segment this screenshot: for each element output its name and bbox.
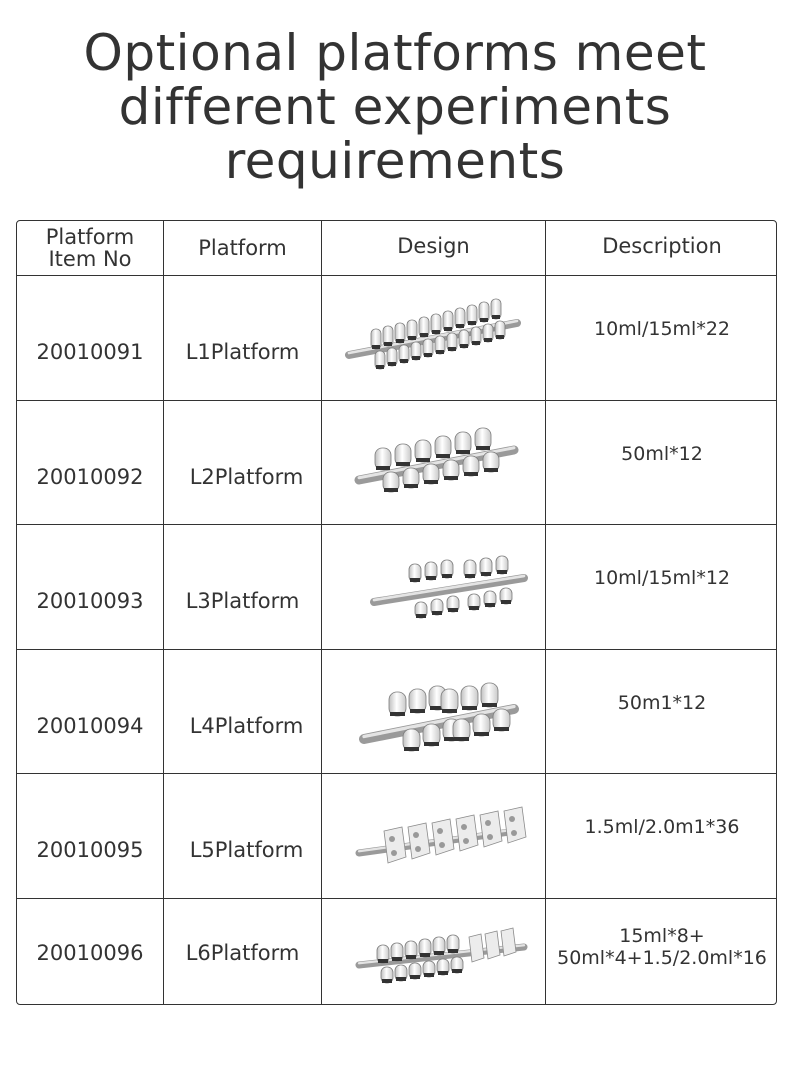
item-no-cell: 20010091 <box>36 340 144 364</box>
platform-rack-illustration <box>329 657 539 767</box>
header-item-no: Platform Item No <box>45 225 135 271</box>
l6-platform-rack-icon <box>322 899 545 1005</box>
description-cell <box>546 401 777 524</box>
platform-cell: L5Platform <box>189 838 304 862</box>
description-line-1: 10ml/15ml*12 <box>593 567 730 589</box>
description-cell <box>546 774 777 898</box>
description-cell <box>546 276 777 400</box>
header-platform: Platform <box>198 236 287 260</box>
title-line-1: Optional platforms meet <box>83 24 707 82</box>
item-no-cell: 20010096 <box>36 940 144 965</box>
description-line-1: 15ml*8+ <box>619 925 705 947</box>
title-line-3: requirements <box>224 132 566 190</box>
platform-cell: L1Platform <box>185 340 300 364</box>
page-title <box>0 26 790 188</box>
description-line-1: 50m1*12 <box>617 692 707 714</box>
item-no-cell: 20010094 <box>36 713 144 738</box>
platform-table <box>16 220 777 1005</box>
platform-cell: L2Platform <box>189 464 304 489</box>
platform-rack-illustration <box>329 781 539 891</box>
l2-platform-rack-icon <box>322 401 545 524</box>
description-cell <box>546 525 777 649</box>
platform-cell: L6Platform <box>185 940 300 965</box>
platform-cell: L3Platform <box>185 589 300 613</box>
platform-rack-illustration <box>329 532 539 642</box>
l5-platform-rack-icon <box>322 774 545 898</box>
description-line-1: 10ml/15ml*22 <box>593 318 730 340</box>
description-cell <box>546 899 777 1005</box>
platform-rack-illustration <box>329 283 539 393</box>
l3-platform-rack-icon <box>322 525 545 649</box>
description-line-2: 50ml*4+1.5/2.0ml*16 <box>557 947 767 969</box>
platform-rack-illustration <box>329 903 539 1003</box>
platform-cell: L4Platform <box>189 713 304 738</box>
description-line-1: 50ml*12 <box>621 443 703 465</box>
item-no-cell: 20010095 <box>36 838 144 862</box>
header-design: Design <box>397 234 470 258</box>
l4-platform-rack-icon <box>322 650 545 773</box>
l1-platform-rack-icon <box>322 276 545 400</box>
description-cell <box>546 650 777 773</box>
title-line-2: different experiments <box>118 78 672 136</box>
platform-rack-illustration <box>329 408 539 518</box>
header-description: Description <box>602 234 722 258</box>
description-line-1: 1.5ml/2.0m1*36 <box>584 816 740 838</box>
item-no-cell: 20010092 <box>36 464 144 489</box>
item-no-cell: 20010093 <box>36 589 144 613</box>
